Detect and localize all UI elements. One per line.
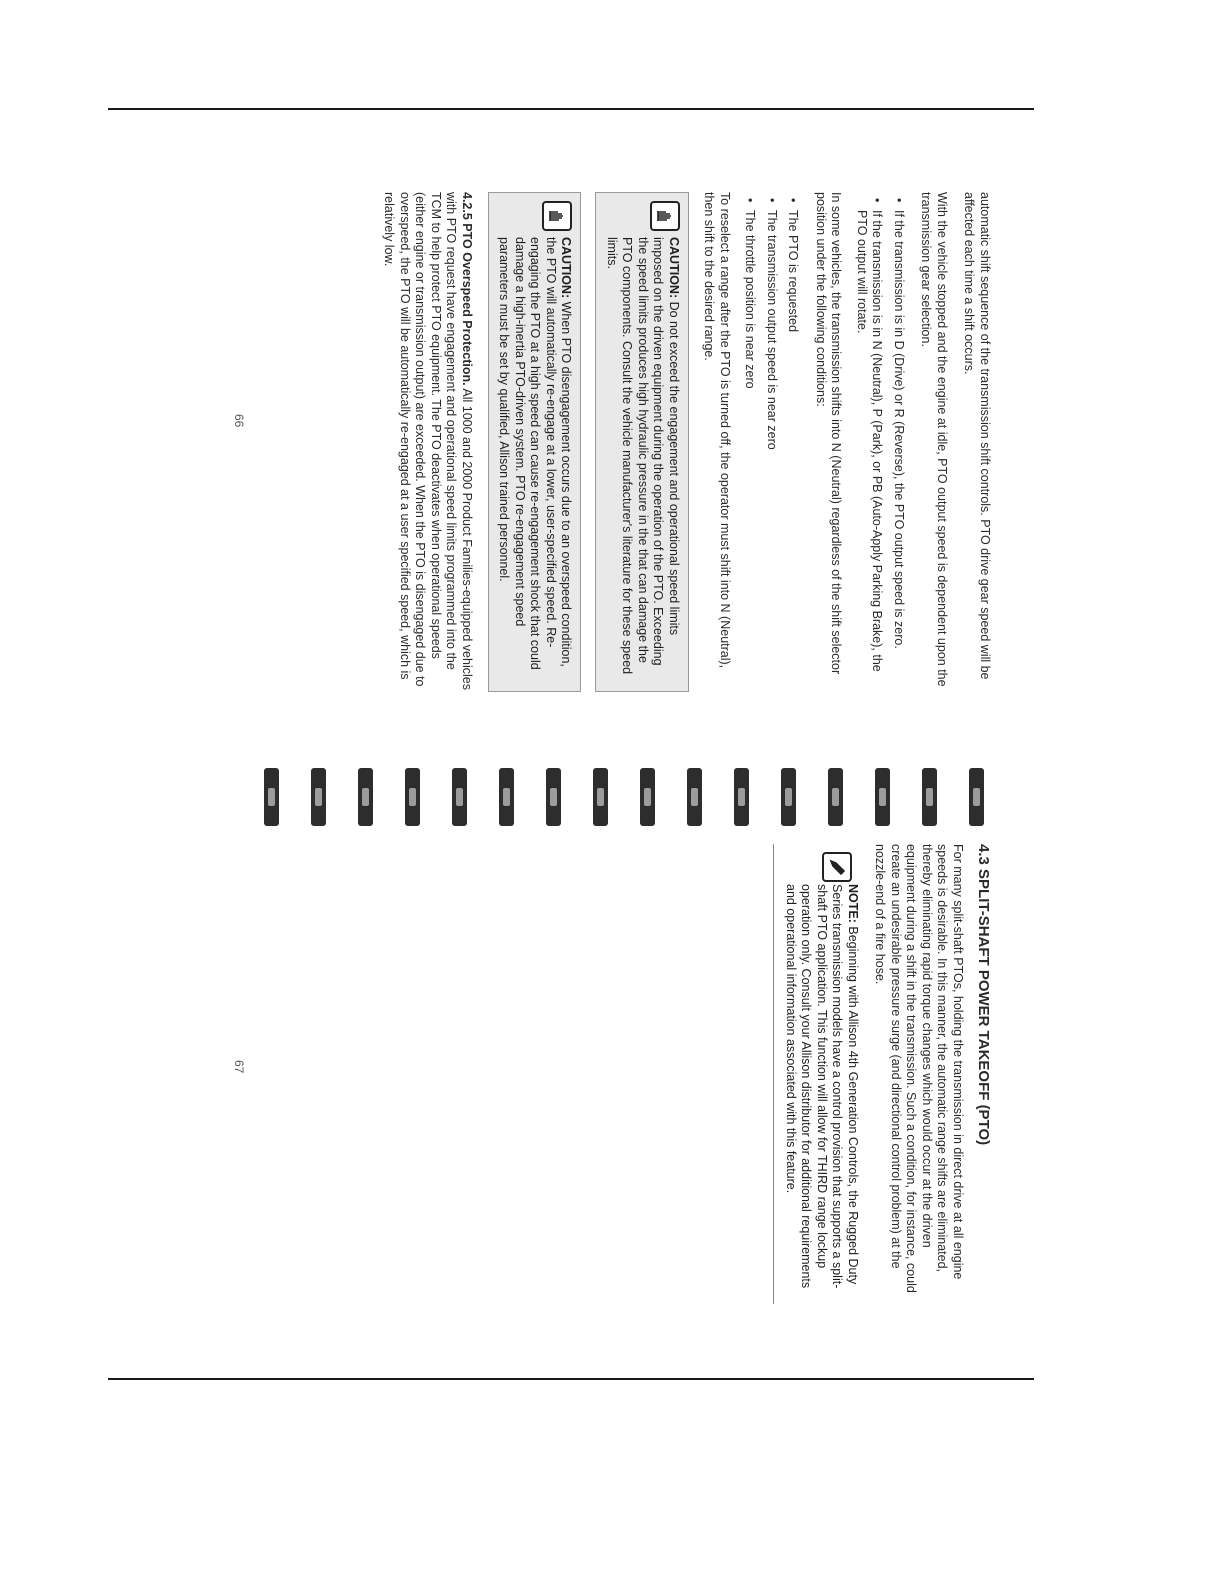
speed-bullet-list [854,192,907,692]
binding-coil [358,768,373,826]
rotated-page-spread [232,192,992,1392]
idle-speed-paragraph: With the vehicle stopped and the engine at idle, PTO output speed is dependent upon the transmission gear selection. [919,192,949,687]
caution-box-reengagement [488,192,582,692]
note-label: NOTE: [846,884,860,923]
binding-coil [311,768,326,826]
list-item: • If the transmission is in D (Drive) or R (Reverse), the PTO output speed is zero. [891,210,907,692]
list-item: • The PTO is requested [785,210,801,692]
binding-coil [922,768,937,826]
binding-coil [781,768,796,826]
neutral-conditions-paragraph: In some vehicles, the transmission shifts into N (Neutral) regardless of the shift selector position under the following conditions: [814,192,844,675]
left-page [369,192,992,692]
binding-coil [640,768,655,826]
note-text: Beginning with Allison 4th Generation Controls, the Rugged Duty Series transmission models have a control provision that supports a split-shaft PTO application. This function will allow for THIRD range lockup operation only. Consult your Allison distributor for additional requirements and operational information associated with this feature. [784,884,860,1289]
caution-text: When PTO disengagement occurs due to an overspeed condition, the PTO will automatically re-engage at a lower, user-specified speed. Re-engaging the PTO at a high speed can cause re-engagement shock that could damage a high-inertia PTO-driven system. PTO re-engagement speed parameters must be set by qualified, Allison trained personnel. [497,237,574,670]
caution-label: CAUTION: [667,237,681,299]
binding-coil [875,768,890,826]
spiral-binding [232,768,992,826]
note-box [774,844,861,1304]
split-shaft-paragraph: For many split-shaft PTOs, holding the transmission in direct drive at all engine speeds is desirable. In this manner, the automatic range shifts are eliminated, thereby eliminating rapid torque changes which would occur at the driven equipment during a shift in the transmission. Such a condition, for instance, could create an undesirable pressure surge (and directional control problem) at the nozzle-end of a fire hose. [873,844,965,1293]
subsection-heading: 4.2.5 PTO Overspeed Protection. [460,192,474,386]
binding-coil [264,768,279,826]
binding-coil [499,768,514,826]
conditions-bullet-list [742,192,801,692]
overspeed-protection-paragraph [381,192,474,692]
binding-coil [405,768,420,826]
intro-line: automatic shift sequence of the transmission shift controls. PTO drive gear speed will be affected each time a shift occurs. [962,192,992,680]
list-item: • If the transmission is in N (Neutral), P (Park), or PB (Auto-Apply Parking Brake), the PTO output will rotate. [854,210,885,692]
binding-coil [593,768,608,826]
caution-label: CAUTION: [559,237,574,299]
caution-box-speed-limits [596,192,690,692]
top-rule [108,108,1034,110]
reselect-range-paragraph: To reselect a range after the PTO is turned off, the operator must shift into N (Neutral), then shift to the desired range. [702,192,732,669]
note-pencil-icon [822,852,852,882]
caution-hand-icon [650,201,680,231]
binding-coil [734,768,749,826]
subsection-text: All 1000 and 2000 Product Families-equipped vehicles with PTO request have engagement and operational speed limits programmed into the TCM to help protect PTO equipment. The PTO deactivates when operational speeds (either engine or transmission output) are exceeded. When the PTO is disengaged due to overspeed, the PTO will be automatically re-engaged at a user specified speed, which is relatively low. [382,192,474,690]
caution-hand-icon [543,201,573,231]
binding-coil [828,768,843,826]
list-item: • The throttle position is near zero [742,210,758,692]
binding-coil [687,768,702,826]
binding-coil [546,768,561,826]
page-number-left: 66 [232,414,246,428]
binding-coil [969,768,984,826]
right-page [760,844,993,1304]
binding-coil [452,768,467,826]
page-number-right: 67 [232,1060,246,1074]
section-title: 4.3 SPLIT-SHAFT POWER TAKEOFF (PTO) [975,844,992,1146]
list-item: • The transmission output speed is near zero [764,210,780,692]
caution-text: Do not exceed the engagement and operational speed limits imposed on the driven equipment during the operation of the PTO. Exceeding the speed limits produces high hydraulic pressure in the that can damage the PTO components. Consult the vehicle manufacturer's literature for these speed limits. [605,237,681,675]
